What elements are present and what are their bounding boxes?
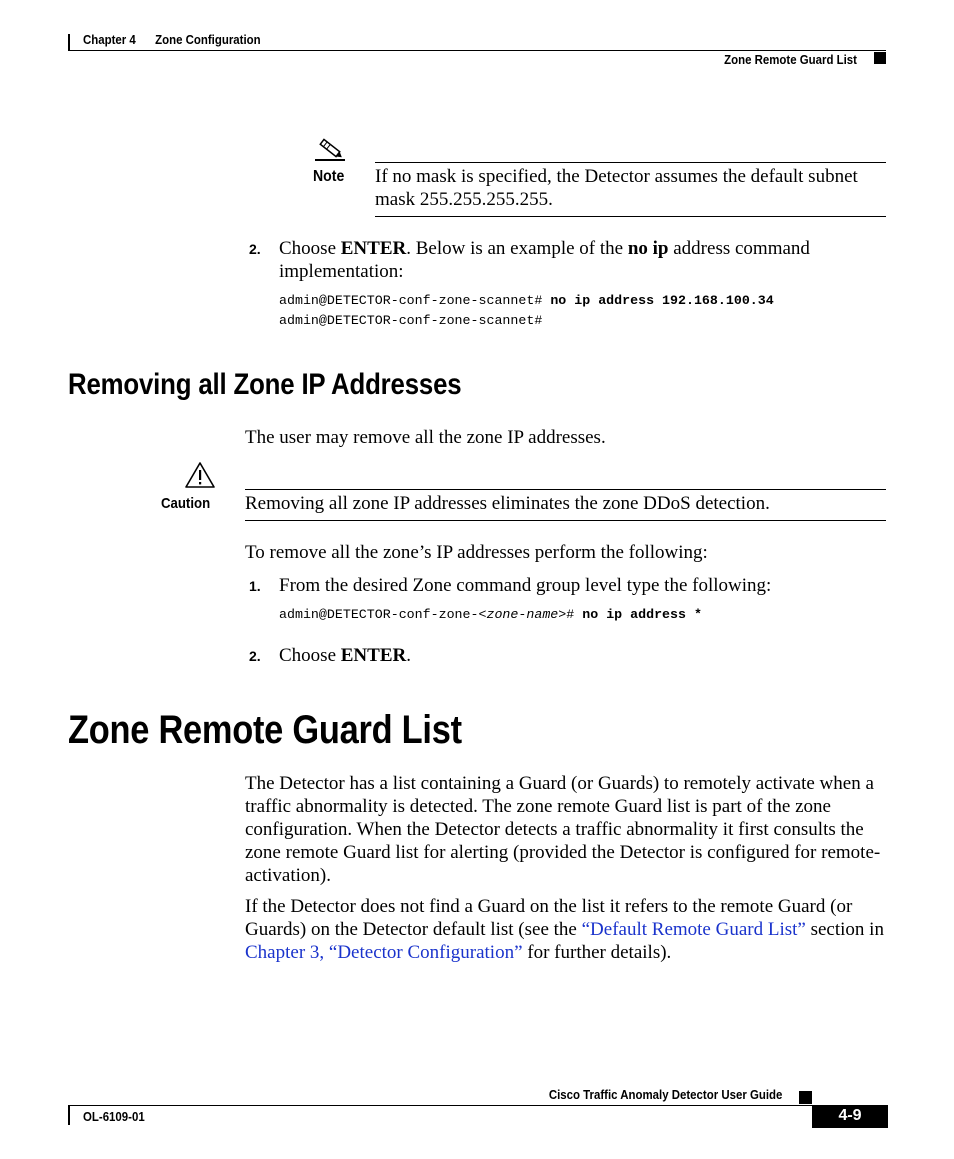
link-chapter-3-detector-configuration[interactable]: Chapter 3, “Detector Configuration” [245,942,523,963]
note-label: Note [313,168,345,185]
heading-zone-remote-guard-list: Zone Remote Guard List [68,708,462,752]
header-left-bar [68,34,70,51]
step-1-text: From the desired Zone command group level type the following: [279,575,772,596]
section2-paragraph-2: If the Detector does not find a Guard on the list it refers to the remote Guard (or Guards) on the Detector default list (see the “Default Remote Guard List” section in Chapter 3, “Detector Configuration” for further details). [245,896,884,963]
header-rule [68,50,886,51]
footer-black-square [799,1091,812,1104]
caution-text: Removing all zone IP addresses eliminates the zone DDoS detection. [245,493,770,514]
footer-left-bar [68,1105,70,1125]
heading-removing-all-zone-ip: Removing all Zone IP Addresses [68,368,462,401]
caution-label: Caution [161,495,211,512]
code-example-1: admin@DETECTOR-conf-zone-scannet# no ip address 192.168.100.34 admin@DETECTOR-conf-zone-scannet# [279,293,774,328]
footer-doc-number: OL-6109-01 [83,1109,145,1124]
note-bottom-rule [375,216,886,217]
caution-warning-icon [184,461,216,489]
header-section-title: Zone Remote Guard List [724,52,857,67]
code-example-2: admin@DETECTOR-conf-zone-<zone-name># no ip address * [279,607,702,622]
note-text: If no mask is specified, the Detector assumes the default subnet mask 255.255.255.255. [375,166,858,210]
footer-page-number: 4-9 [838,1107,862,1124]
step-2a-text: Choose ENTER. Below is an example of the no ip address command implementation: [279,238,810,282]
header-chapter: Chapter 4 Zone Configuration [83,32,261,47]
link-default-remote-guard-list[interactable]: “Default Remote Guard List” [581,919,806,940]
section2-paragraph-1: The Detector has a list containing a Guard (or Guards) to remotely activate when a traffic abnormality is detected. The zone remote Guard list is part of the zone configuration. When the Detector detects a traffic abnormality it first consults the zone remote Guard list for alerting (provided the Detector is configured for remote-activation). [245,773,881,886]
step-2a-number: 2. [249,241,261,257]
header-black-square [874,52,886,64]
caution-top-rule [245,489,886,490]
step-2b-text: Choose ENTER. [279,645,411,666]
note-pencil-icon [312,136,348,164]
caution-bottom-rule [245,520,886,521]
footer-rule [68,1105,812,1106]
perform-text: To remove all the zone’s IP addresses perform the following: [245,542,708,563]
note-top-rule [375,162,886,163]
step-2b-number: 2. [249,648,261,664]
footer-guide-title: Cisco Traffic Anomaly Detector User Guide [548,1087,782,1102]
section1-intro: The user may remove all the zone IP addresses. [245,427,606,448]
step-1-number: 1. [249,578,261,594]
